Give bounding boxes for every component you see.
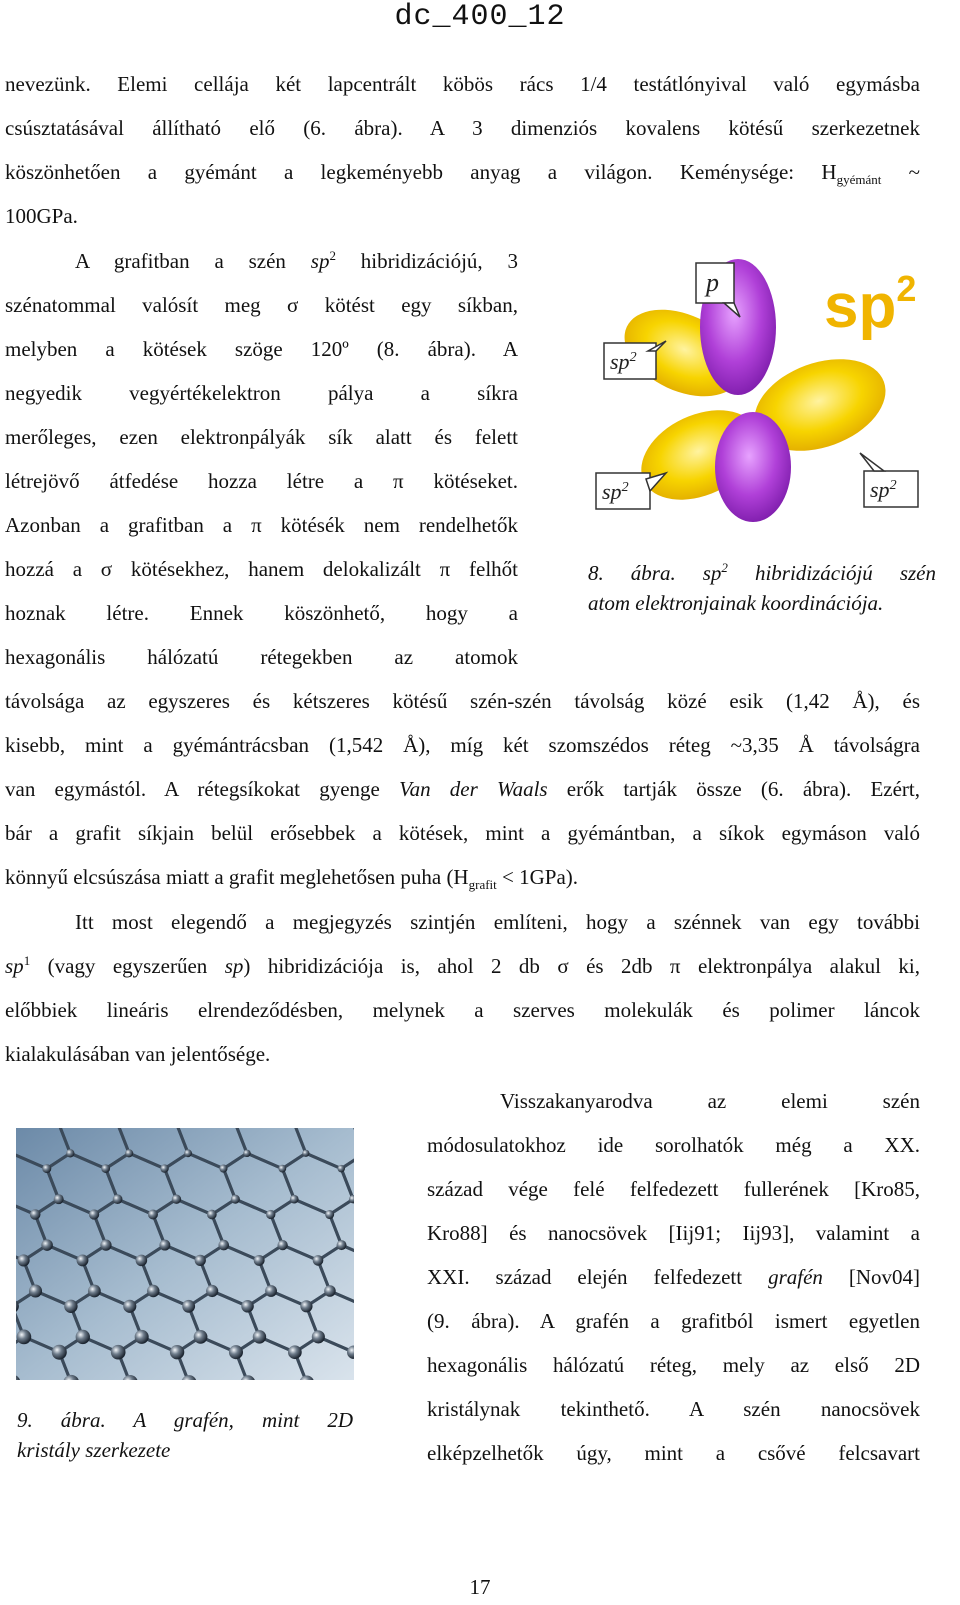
text-line: hozzá a σ kötésekhez, hanem delokalizált π felhőt xyxy=(5,557,518,581)
text-line: módosulatokhoz ide sorolhatók még a XX. xyxy=(427,1133,920,1157)
p-lobe-bottom xyxy=(715,412,791,522)
carbon-atom xyxy=(241,1300,253,1312)
paragraph-1 xyxy=(5,62,920,238)
carbon-atom xyxy=(77,1254,89,1266)
carbon-atom xyxy=(17,1330,32,1345)
sp2-orbital-diagram xyxy=(588,245,933,525)
document-header: dc_400_12 xyxy=(394,0,566,34)
carbon-atom xyxy=(100,1239,111,1250)
carbon-atom xyxy=(54,1194,64,1204)
text-line: Azonban a grafitban a π kötésék nem rendelhetők xyxy=(5,513,518,537)
carbon-atom xyxy=(229,1345,243,1359)
carbon-atom xyxy=(219,1165,227,1173)
text-line: van egymástól. A rétegsíkokat gyenge Van der Waals erők tartják össze (6. ábra). Ezért, xyxy=(5,777,920,801)
text-line: szénatommal valósít meg σ kötést egy síkban, xyxy=(5,293,518,317)
carbon-atom xyxy=(312,1330,325,1343)
carbon-atom xyxy=(194,1330,208,1344)
carbon-atom xyxy=(76,1330,90,1344)
carbon-atom xyxy=(113,1194,123,1204)
text-line: könnyű elcsúszása miatt a grafit meglehetősen puha $(H_{grafit} < 1GPa)$. xyxy=(5,865,579,893)
carbon-atom xyxy=(41,1239,53,1251)
carbon-atom xyxy=(125,1149,133,1157)
sp2-title: $sp^2$ xyxy=(824,268,917,341)
label-sp2-left-callout xyxy=(604,341,666,379)
figure-9-caption xyxy=(17,1405,353,1465)
carbon-atom xyxy=(206,1285,218,1297)
text-line: hexagonális hálózatú réteg, mely az első 2D xyxy=(427,1353,920,1377)
carbon-atom xyxy=(266,1210,275,1219)
carbon-atom xyxy=(313,1255,324,1266)
carbon-atom xyxy=(88,1285,101,1298)
text-line: csúsztatásával állítható elő (6. ábra). A 3 dimenziós kovalens kötésű szerkezetnek xyxy=(5,116,920,140)
text-line: Visszakanyarodva az elemi szén xyxy=(500,1089,920,1113)
text-line: bár a grafit síkjain belül erősebbek a kötések, mint a gyémántban, a síkok egymáson való xyxy=(5,821,920,845)
paragraph-3 xyxy=(5,900,920,1076)
carbon-atom xyxy=(277,1240,287,1250)
carbon-atom xyxy=(300,1300,312,1312)
carbon-atom xyxy=(101,1164,110,1173)
carbon-atom xyxy=(243,1150,250,1157)
carbon-atom xyxy=(231,1195,240,1204)
figure-9-graphene-image xyxy=(16,1128,354,1380)
text-line: $sp^1$ (vagy egyszerűen sp) hibridizációja is, ahol 2 db σ és 2db π elektronpálya alakul ki, xyxy=(5,953,920,978)
carbon-atom xyxy=(64,1300,77,1313)
svg-text:p: p xyxy=(706,268,719,297)
carbon-atom xyxy=(136,1255,148,1267)
carbon-atom xyxy=(147,1285,159,1297)
carbon-atom xyxy=(135,1330,149,1344)
text-line: melyben a kötések szöge 120º (8. ábra). A xyxy=(5,337,518,361)
carbon-atom xyxy=(184,1149,192,1157)
text-line: század vége felé felfedezett fullerének [Kro85, xyxy=(427,1177,920,1201)
svg-text:sp2: $sp^2$ xyxy=(602,479,629,504)
carbon-atom xyxy=(52,1345,67,1360)
text-line: távolsága az egyszeres és kétszeres kötésű szén-szén távolság közé esik (1,42 Å), és xyxy=(5,689,920,713)
carbon-atom xyxy=(337,1165,344,1172)
carbon-atom xyxy=(207,1210,217,1220)
carbon-atom xyxy=(254,1255,265,1266)
text-line: hoznak létre. Ennek köszönhető, hogy a xyxy=(5,601,518,625)
svg-text:sp2: $sp^2$ xyxy=(870,477,897,502)
figure-8-sp2-orbitals xyxy=(588,245,933,525)
text-line: (9. ábra). A grafén a grafitból ismert egyetlen xyxy=(427,1309,920,1333)
paragraph-4 xyxy=(427,1079,920,1475)
carbon-atom xyxy=(195,1255,206,1266)
caption-line: 9. ábra. A grafén, mint 2D xyxy=(17,1408,353,1432)
carbon-atom xyxy=(325,1210,334,1219)
carbon-atom xyxy=(89,1209,99,1219)
carbon-atom xyxy=(170,1345,184,1359)
text-line: nevezünk. Elemi cellája két lapcentrált köbös rács 1/4 testátlónyival való egymásba xyxy=(5,72,920,96)
text-line: kristálynak tekinthető. A szén nanocsövek xyxy=(427,1397,920,1421)
carbon-atom xyxy=(182,1300,195,1313)
label-sp2-bottom-right-callout xyxy=(860,453,918,507)
carbon-atom xyxy=(265,1285,277,1297)
paragraph-2 xyxy=(5,239,518,679)
text-line: kialakulásában van jelentősége. xyxy=(5,1042,271,1066)
text-line: merőleges, ezen elektronpályák sík alatt és felett xyxy=(5,425,518,449)
carbon-atom xyxy=(324,1285,336,1297)
page-number: 17 xyxy=(469,1575,491,1599)
caption-line: kristály szerkezete xyxy=(17,1438,171,1462)
carbon-atom xyxy=(66,1149,74,1157)
text-line: előbbiek lineáris elrendeződésben, melynek a szerves molekulák és polimer láncok xyxy=(5,998,920,1022)
carbon-atom xyxy=(18,1254,30,1266)
carbon-atom xyxy=(159,1240,170,1251)
carbon-atom xyxy=(111,1345,126,1360)
svg-text:sp2: $sp^2$ xyxy=(610,349,637,374)
text-line: Itt most elegendő a megjegyzés szintjén említeni, hogy a szénnek van egy további xyxy=(75,910,920,934)
carbon-atom xyxy=(337,1240,347,1250)
text-line: kisebb, mint a gyémántrácsban (1,542 Å), míg két szomszédos réteg ~3,35 Å távolságra xyxy=(5,733,920,757)
carbon-atom xyxy=(218,1240,229,1251)
carbon-atom xyxy=(148,1210,158,1220)
carbon-atom xyxy=(290,1195,299,1204)
text-line: köszönhetően a gyémánt a legkeményebb anyag a világon. Keménysége: $H_{gyémánt}$ ~ xyxy=(5,160,920,188)
text-line: létrejövő átfedése hozza létre a π kötéseket. xyxy=(5,469,518,493)
carbon-atom xyxy=(278,1165,286,1173)
figure-8-caption xyxy=(588,558,936,618)
caption-line: 8. ábra. $sp^2$ hibridizációjú szén xyxy=(588,560,936,585)
carbon-atom xyxy=(42,1164,51,1173)
text-line: elképzelhetők úgy, mint a csővé felcsavart xyxy=(427,1441,920,1465)
text-line: A grafitban a szén $sp^2$ hibridizációjú, 3 xyxy=(75,248,518,273)
carbon-atom xyxy=(172,1195,181,1204)
text-line: XXI. század elején felfedezett grafén [Nov04] xyxy=(427,1265,920,1289)
carbon-atom xyxy=(123,1300,136,1313)
paragraph-2-continued xyxy=(5,679,920,899)
caption-line: atom elektronjainak koordinációja. xyxy=(588,591,884,615)
carbon-atom xyxy=(30,1209,41,1220)
text-line: 100GPa. xyxy=(5,204,78,228)
text-line: hexagonális hálózatú rétegekben az atomok xyxy=(5,645,518,669)
carbon-atom xyxy=(160,1164,168,1172)
text-line: Kro88] és nanocsövek [Iij91; Iij93], valamint a xyxy=(427,1221,920,1245)
carbon-atom xyxy=(253,1330,266,1343)
text-line: negyedik vegyértékelektron pálya a síkra xyxy=(5,381,518,405)
carbon-atom xyxy=(29,1284,42,1297)
carbon-atom xyxy=(288,1345,302,1359)
carbon-atom xyxy=(302,1150,309,1157)
